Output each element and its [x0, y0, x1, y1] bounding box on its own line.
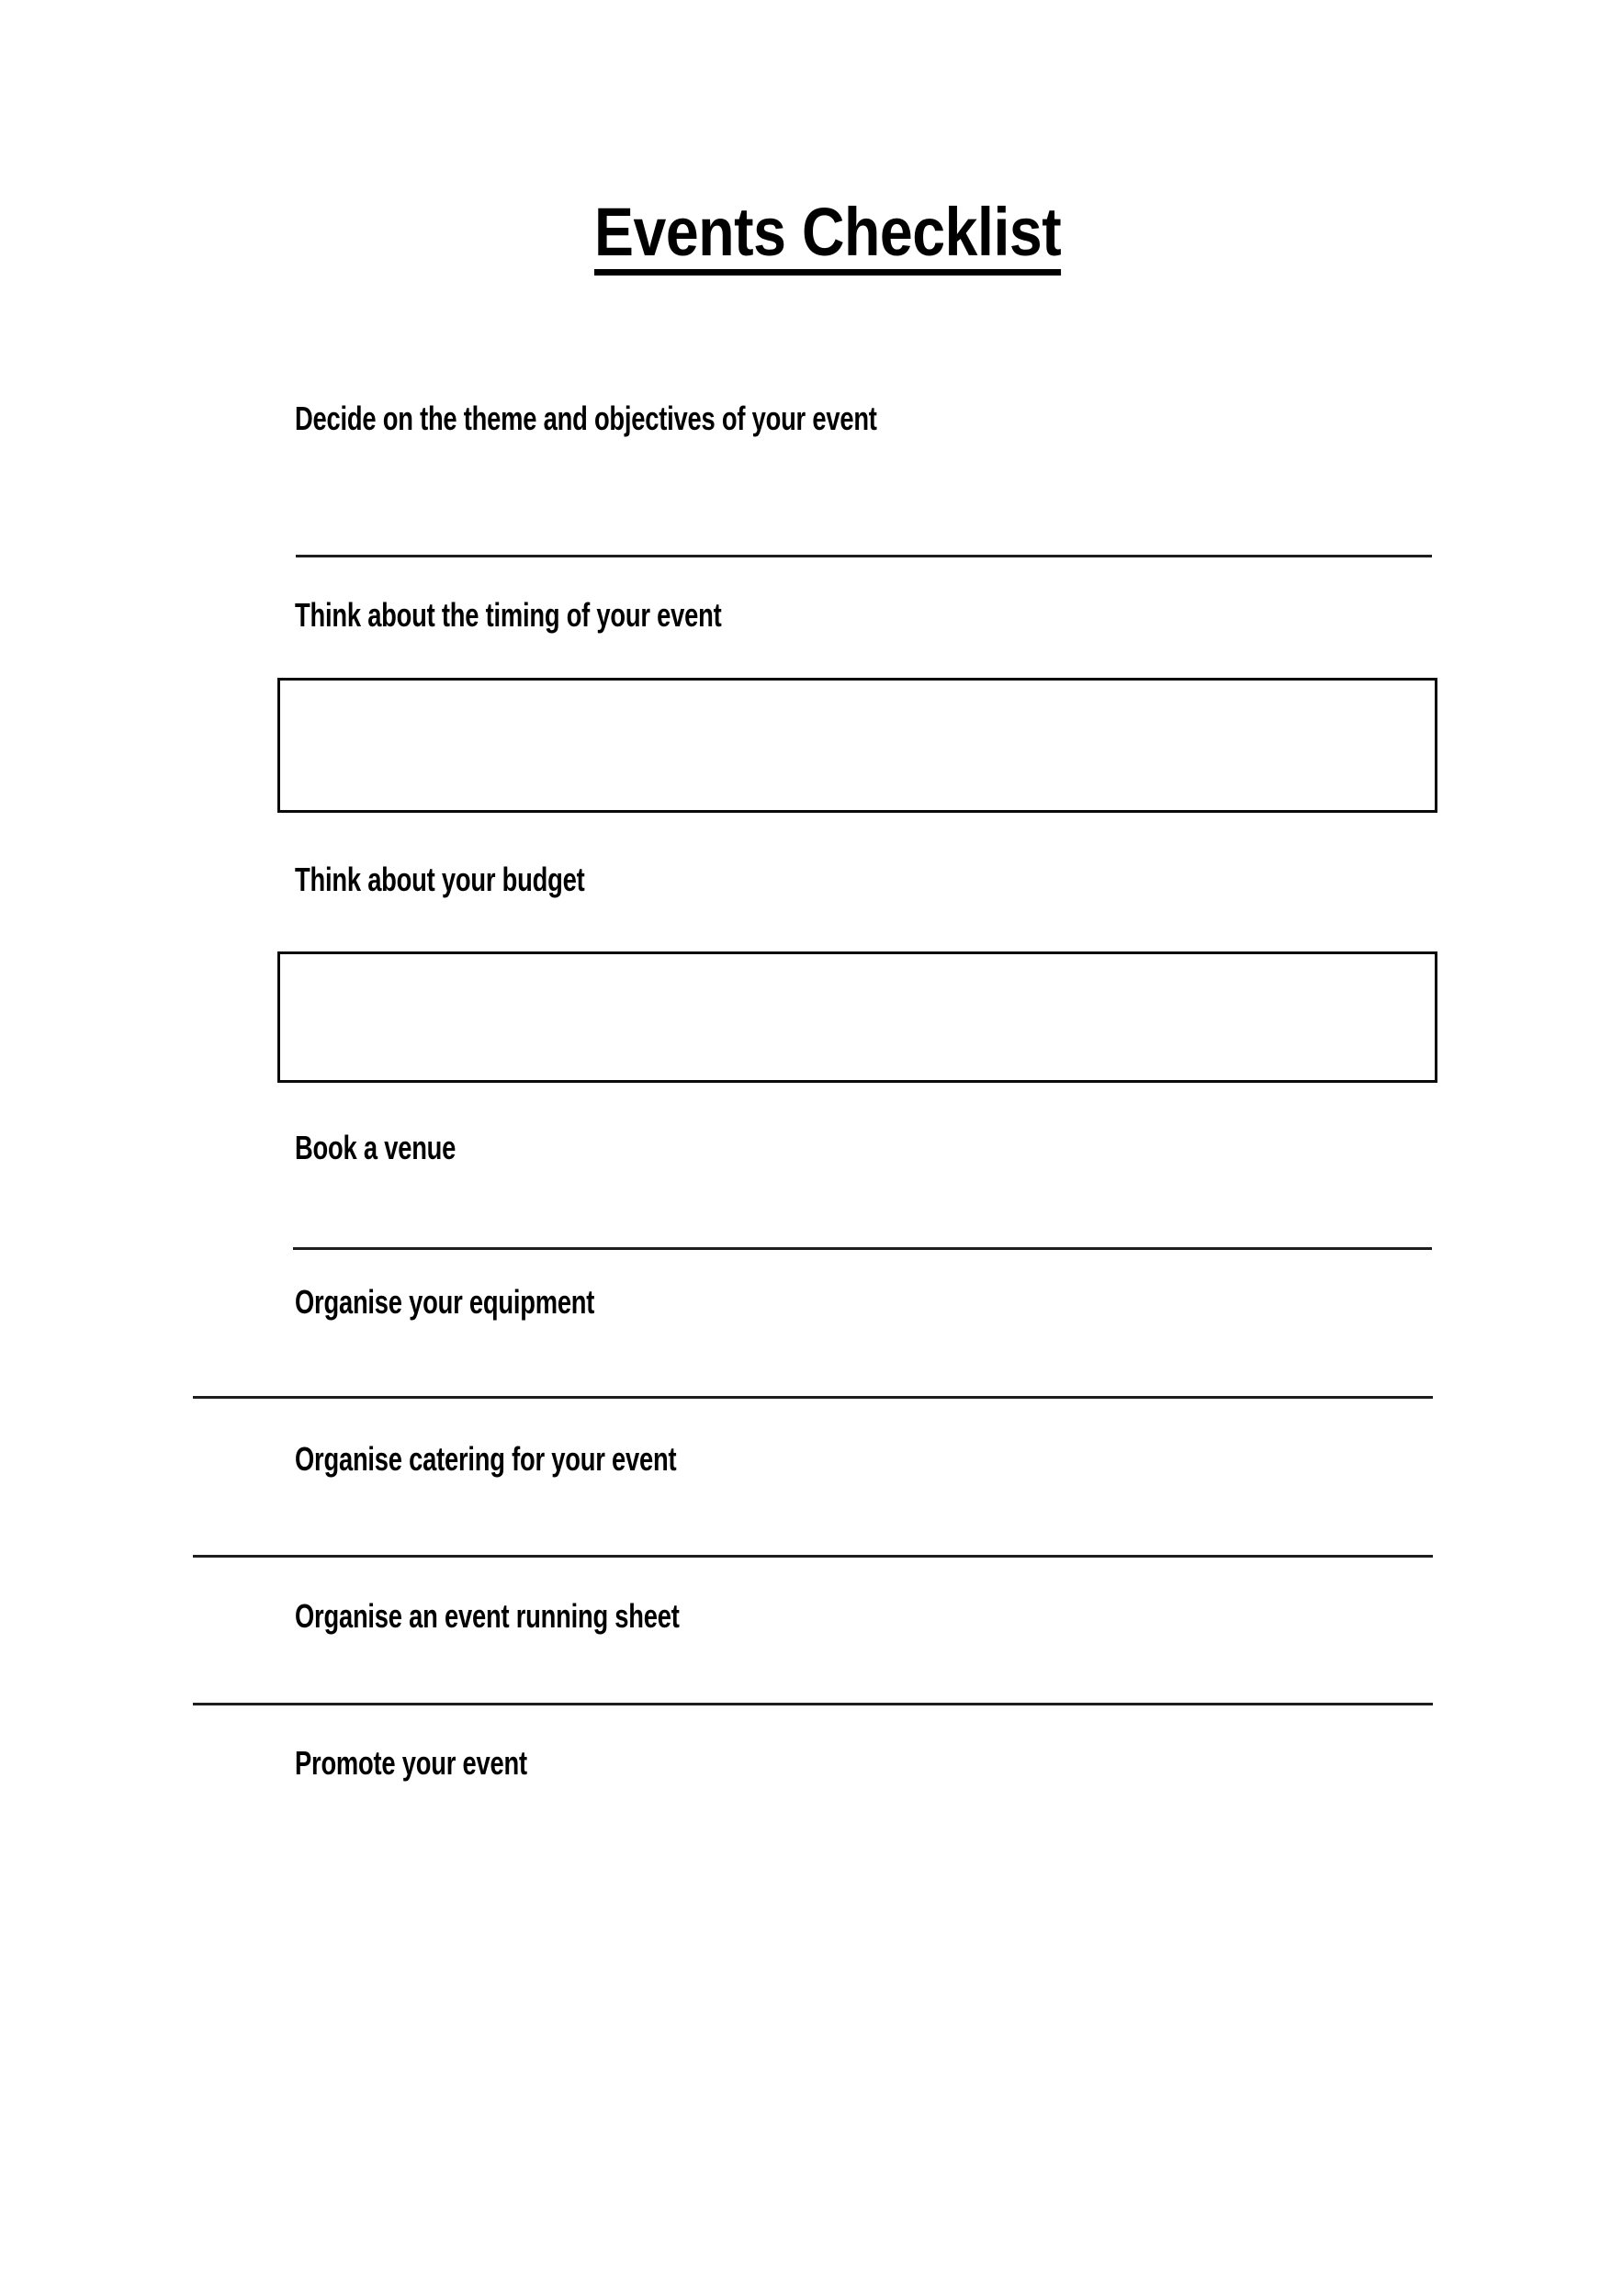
item-label-venue: Book a venue	[295, 1129, 456, 1166]
item-label-promote: Promote your event	[295, 1744, 527, 1782]
item-label-timing: Think about the timing of your event	[295, 596, 722, 634]
answer-line-theme-objectives[interactable]	[296, 555, 1432, 557]
item-label-running-sheet: Organise an event running sheet	[295, 1597, 680, 1635]
answer-box-timing[interactable]	[277, 678, 1437, 813]
answer-line-equipment[interactable]	[193, 1396, 1433, 1399]
item-label-budget: Think about your budget	[295, 861, 585, 898]
answer-box-budget[interactable]	[277, 951, 1437, 1083]
page-title	[594, 194, 1131, 276]
answer-line-running-sheet[interactable]	[193, 1703, 1433, 1705]
answer-line-catering[interactable]	[193, 1555, 1433, 1558]
item-label-equipment: Organise your equipment	[295, 1283, 595, 1321]
page-title-text: Events Checklist	[594, 198, 1061, 276]
item-label-theme-objectives: Decide on the theme and objectives of your event	[295, 400, 877, 437]
item-label-catering: Organise catering for your event	[295, 1440, 677, 1478]
answer-line-venue[interactable]	[293, 1247, 1432, 1250]
